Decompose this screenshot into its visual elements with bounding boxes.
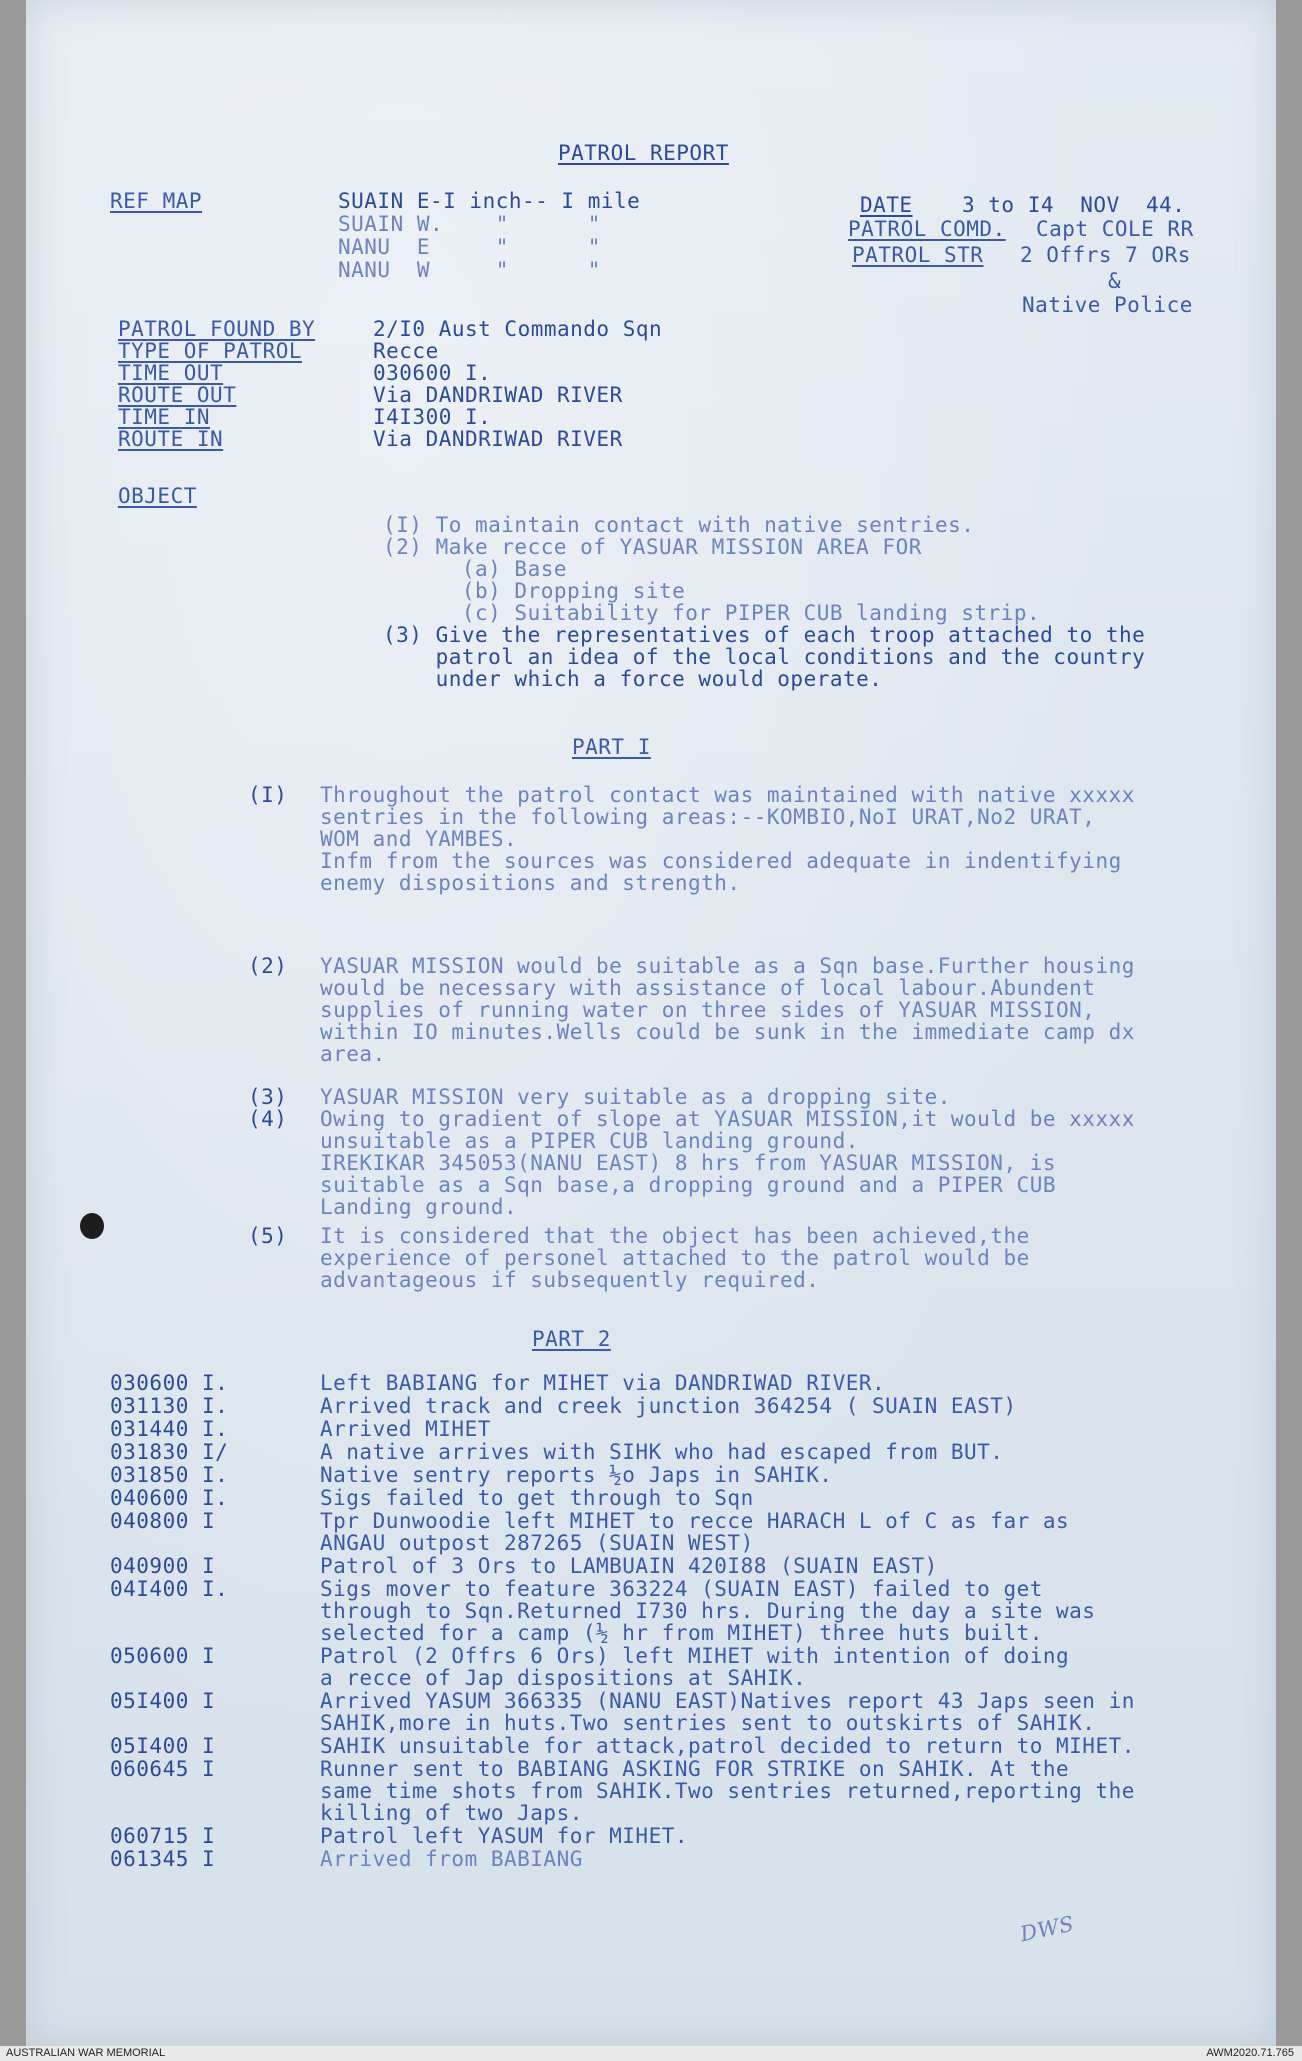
log-entry-text: Left BABIANG for MIHET via DANDRIWAD RIVER. <box>320 1371 886 1395</box>
log-entry-text: Sigs mover to feature 363224 (SUAIN EAST) failed to get <box>320 1577 1043 1601</box>
detail-value: I4I300 I. <box>373 405 492 429</box>
part1-item-number: (I) <box>248 783 288 807</box>
ref-map-line: SUAIN W. " " <box>338 212 601 236</box>
log-entry-text: through to Sqn.Returned I730 hrs. During the day a site was <box>320 1599 1096 1623</box>
detail-label: TYPE OF PATROL <box>118 339 303 363</box>
log-entry-time: 061345 I <box>110 1847 216 1871</box>
object-line: (a) Base <box>383 557 568 581</box>
part1-item-line: area. <box>320 1042 386 1066</box>
patrol-str-police: Native Police <box>1022 293 1193 317</box>
part1-item-line: Throughout the patrol contact was maintained with native xxxxx <box>320 783 1135 807</box>
footer-reference-number: AWM2020.71.765 <box>1206 2047 1294 2059</box>
ref-map-line: NANU W " " <box>338 258 601 282</box>
log-entry-time: 031850 I. <box>110 1463 229 1487</box>
detail-label: PATROL FOUND BY <box>118 317 316 341</box>
log-entry-time: 05I400 I <box>110 1734 216 1758</box>
part1-item-number: (3) <box>248 1085 288 1109</box>
object-line: patrol an idea of the local conditions and the country <box>383 645 1146 669</box>
log-entry-text: Sigs failed to get through to Sqn <box>320 1486 754 1510</box>
detail-label: ROUTE OUT <box>118 383 237 407</box>
part1-item-line: IREKIKAR 345053(NANU EAST) 8 hrs from YASUAR MISSION, is <box>320 1151 1057 1175</box>
log-entry-text: SAHIK unsuitable for attack,patrol decided to return to MIHET. <box>320 1734 1135 1758</box>
log-entry-text: Patrol (2 Offrs 6 Ors) left MIHET with intention of doing <box>320 1644 1070 1668</box>
ref-map-label: REF MAP <box>110 189 203 213</box>
log-entry-text: Runner sent to BABIANG ASKING FOR STRIKE on SAHIK. At the <box>320 1757 1070 1781</box>
punch-hole <box>80 1213 104 1239</box>
footer-bar <box>0 2046 1302 2061</box>
detail-value: 2/I0 Aust Commando Sqn <box>373 317 663 341</box>
part1-item-line: would be necessary with assistance of local labour.Abundent <box>320 976 1096 1000</box>
log-entry-text: SAHIK,more in huts.Two sentries sent to outskirts of SAHIK. <box>320 1711 1096 1735</box>
log-entry-time: 060715 I <box>110 1824 216 1848</box>
log-entry-time: 040800 I <box>110 1509 216 1533</box>
log-entry-text: selected for a camp (½ hr from MIHET) three huts built. <box>320 1621 1043 1645</box>
object-line: (I) To maintain contact with native sentries. <box>383 513 975 537</box>
part1-item-line: supplies of running water on three sides of YASUAR MISSION, <box>320 998 1096 1022</box>
log-entry-text: Tpr Dunwoodie left MIHET to recce HARACH L of C as far as <box>320 1509 1070 1533</box>
log-entry-time: 040900 I <box>110 1554 216 1578</box>
detail-value: Recce <box>373 339 439 363</box>
handwritten-initials: DWS <box>1018 1911 1077 1947</box>
log-entry-text: Arrived YASUM 366335 (NANU EAST)Natives report 43 Japs seen in <box>320 1689 1135 1713</box>
log-entry-text: Native sentry reports ½o Japs in SAHIK. <box>320 1463 833 1487</box>
patrol-comd-value: Capt COLE RR <box>1036 217 1194 241</box>
object-line: (2) Make recce of YASUAR MISSION AREA FOR <box>383 535 922 559</box>
object-line: (b) Dropping site <box>383 579 686 603</box>
detail-value: 030600 I. <box>373 361 492 385</box>
log-entry-text: killing of two Japs. <box>320 1801 583 1825</box>
date-value: 3 to I4 NOV 44. <box>962 193 1186 217</box>
part1-item-line: unsuitable as a PIPER CUB landing ground. <box>320 1129 859 1153</box>
log-entry-time: 031130 I. <box>110 1394 229 1418</box>
detail-value: Via DANDRIWAD RIVER <box>373 427 623 451</box>
object-line: under which a force would operate. <box>383 667 883 691</box>
ref-map-line: NANU E " " <box>338 235 601 259</box>
part1-item-line: It is considered that the object has been achieved,the <box>320 1224 1030 1248</box>
log-entry-text: ANGAU outpost 287265 (SUAIN WEST) <box>320 1531 754 1555</box>
log-entry-text: same time shots from SAHIK.Two sentries returned,reporting the <box>320 1779 1135 1803</box>
part1-item-number: (2) <box>248 954 288 978</box>
log-entry-text: Patrol left YASUM for MIHET. <box>320 1824 689 1848</box>
part1-heading: PART I <box>572 735 651 759</box>
part1-item-line: YASUAR MISSION would be suitable as a Sqn base.Further housing <box>320 954 1135 978</box>
part1-item-line: experience of personel attached to the patrol would be <box>320 1246 1030 1270</box>
part1-item-number: (5) <box>248 1224 288 1248</box>
part1-item-line: Infm from the sources was considered adequate in indentifying <box>320 849 1122 873</box>
object-line: (3) Give the representatives of each troop attached to the <box>383 623 1146 647</box>
log-entry-time: 060645 I <box>110 1757 216 1781</box>
patrol-str-label: PATROL STR <box>852 243 984 267</box>
patrol-str-amp: & <box>1108 269 1122 293</box>
log-entry-text: Arrived MIHET <box>320 1417 491 1441</box>
detail-value: Via DANDRIWAD RIVER <box>373 383 623 407</box>
part1-item-line: within IO minutes.Wells could be sunk in the immediate camp dx <box>320 1020 1135 1044</box>
patrol-comd-label: PATROL COMD. <box>848 217 1006 241</box>
log-entry-time: 050600 I <box>110 1644 216 1668</box>
detail-label: TIME OUT <box>118 361 224 385</box>
report-title: PATROL REPORT <box>558 141 729 165</box>
part1-item-line: enemy dispositions and strength. <box>320 871 741 895</box>
log-entry-time: 031830 I/ <box>110 1440 229 1464</box>
date-label: DATE <box>860 193 913 217</box>
detail-label: ROUTE IN <box>118 427 224 451</box>
log-entry-time: 05I400 I <box>110 1689 216 1713</box>
ref-map-line: SUAIN E-I inch-- I mile <box>338 189 641 213</box>
footer-archive-name: AUSTRALIAN WAR MEMORIAL <box>6 2047 166 2059</box>
log-entry-time: 040600 I. <box>110 1486 229 1510</box>
log-entry-time: 031440 I. <box>110 1417 229 1441</box>
part1-item-number: (4) <box>248 1107 288 1131</box>
log-entry-text: Arrived track and creek junction 364254 ( SUAIN EAST) <box>320 1394 1017 1418</box>
log-entry-text: a recce of Jap dispositions at SAHIK. <box>320 1666 807 1690</box>
log-entry-text: Arrived from BABIANG <box>320 1847 583 1871</box>
part1-item-line: WOM and YAMBES. <box>320 827 518 851</box>
object-label: OBJECT <box>118 484 197 508</box>
part1-item-line: Owing to gradient of slope at YASUAR MISSION,it would be xxxxx <box>320 1107 1135 1131</box>
log-entry-text: A native arrives with SIHK who had escaped from BUT. <box>320 1440 1004 1464</box>
detail-label: TIME IN <box>118 405 211 429</box>
object-line: (c) Suitability for PIPER CUB landing strip. <box>383 601 1041 625</box>
part1-item-line: YASUAR MISSION very suitable as a dropping site. <box>320 1085 951 1109</box>
patrol-str-value: 2 Offrs 7 ORs <box>1020 243 1191 267</box>
part1-item-line: Landing ground. <box>320 1195 518 1219</box>
part2-heading: PART 2 <box>532 1327 611 1351</box>
log-entry-text: Patrol of 3 Ors to LAMBUAIN 420I88 (SUAIN EAST) <box>320 1554 938 1578</box>
part1-item-line: advantageous if subsequently required. <box>320 1268 820 1292</box>
part1-item-line: sentries in the following areas:--KOMBIO,NoI URAT,No2 URAT, <box>320 805 1096 829</box>
part1-item-line: suitable as a Sqn base,a dropping ground and a PIPER CUB <box>320 1173 1057 1197</box>
log-entry-time: 030600 I. <box>110 1371 229 1395</box>
log-entry-time: 04I400 I. <box>110 1577 229 1601</box>
